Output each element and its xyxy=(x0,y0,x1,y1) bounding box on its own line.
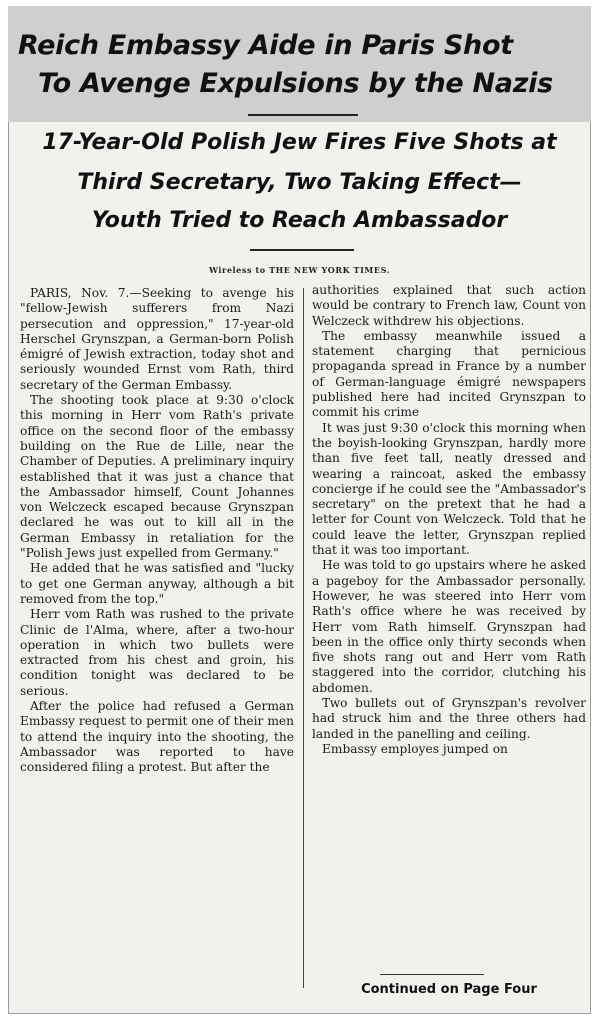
paragraph: Embassy employes jumped on xyxy=(322,741,508,756)
headline-banner xyxy=(8,6,591,122)
paragraph: After the police had refused a German Embassy request to permit one of their men to attend the inquiry into the shooting, the Ambassador was reported to have considered filing a protest. But after the xyxy=(20,699,294,775)
paragraph: The shooting took place at 9:30 o'clock this morning in Herr vom Rath's private office on the second floor of the embassy building on the Rue de Lille, near the Chamber of Deputies. A preliminary inquiry established that it was just a chance that the Ambassador himself, Count Johannes von Welczeck escaped because Grynszpan declared he was out to kill all in the German Embassy in retaliation for the "Polish Jews just expelled from Germany." xyxy=(20,393,294,561)
headline-line-1: Reich Embassy Aide in Paris Shot xyxy=(18,30,513,61)
paragraph: PARIS, Nov. 7.—Seeking to avenge his "fellow-Jewish sufferers from Nazi persecution and oppression," 17-year-old Herschel Grynszpan, a German-born Polish émigré of Jewish extraction, today shot and seriously wounded Ernst vom Rath, third secretary of the German Embassy. xyxy=(20,286,294,392)
paragraph: He was told to go upstairs where he asked a pageboy for the Ambassador personally. However, he was steered into Herr vom Rath's office where he was received by Herr vom Rath himself. Grynszpan had been in the office only thirty seconds when five shots rang out and Herr vom Rath staggered into the corridor, clutching his abdomen. xyxy=(312,558,586,695)
headline-rule xyxy=(248,114,358,116)
paragraph: Herr vom Rath was rushed to the private Clinic de l'Alma, where, after a two-hour operation in which two bullets were extracted from his chest and groin, his condition tonight was declared to be serious. xyxy=(20,607,294,698)
paragraph: Two bullets out of Grynszpan's revolver had struck him and the three others had landed in the panelling and ceiling. xyxy=(312,696,586,741)
right-column xyxy=(312,283,586,757)
deck-line-3: Youth Tried to Reach Ambassador xyxy=(91,208,508,233)
deck-rule xyxy=(250,249,354,251)
continued-note: Continued on Page Four xyxy=(361,982,537,997)
paragraph: He added that he was satisfied and "lucky to get one German anyway, although a bit removed from the top." xyxy=(20,561,294,606)
paragraph: The embassy meanwhile issued a statement charging that pernicious propaganda spread in France by a number of German-language émigré newspapers published here had incited Grynszpan to commit his crime xyxy=(312,328,586,420)
deck-line-1: 17-Year-Old Polish Jew Fires Five Shots at xyxy=(42,130,557,155)
continued-rule xyxy=(380,974,484,975)
left-column xyxy=(20,286,294,776)
deck-line-2: Third Secretary, Two Taking Effect— xyxy=(77,170,522,195)
column-divider xyxy=(303,288,304,988)
paragraph: It was just 9:30 o'clock this morning when the boyish-looking Grynszpan, hardly more than five feet tall, neatly dressed and wearing a raincoat, asked the embassy concierge if he could see the "Ambassador's secretary" on the pretext that he had a letter for Count von Welczeck. Told that he could leave the letter, Grynszpan replied that it was too important. xyxy=(312,420,586,558)
paragraph: authorities explained that such action would be contrary to French law, Count von Welczeck withdrew his objections. xyxy=(312,283,586,328)
headline-line-2: To Avenge Expulsions by the Nazis xyxy=(38,68,553,99)
dateline: Wireless to THE NEW YORK TIMES. xyxy=(208,265,391,275)
